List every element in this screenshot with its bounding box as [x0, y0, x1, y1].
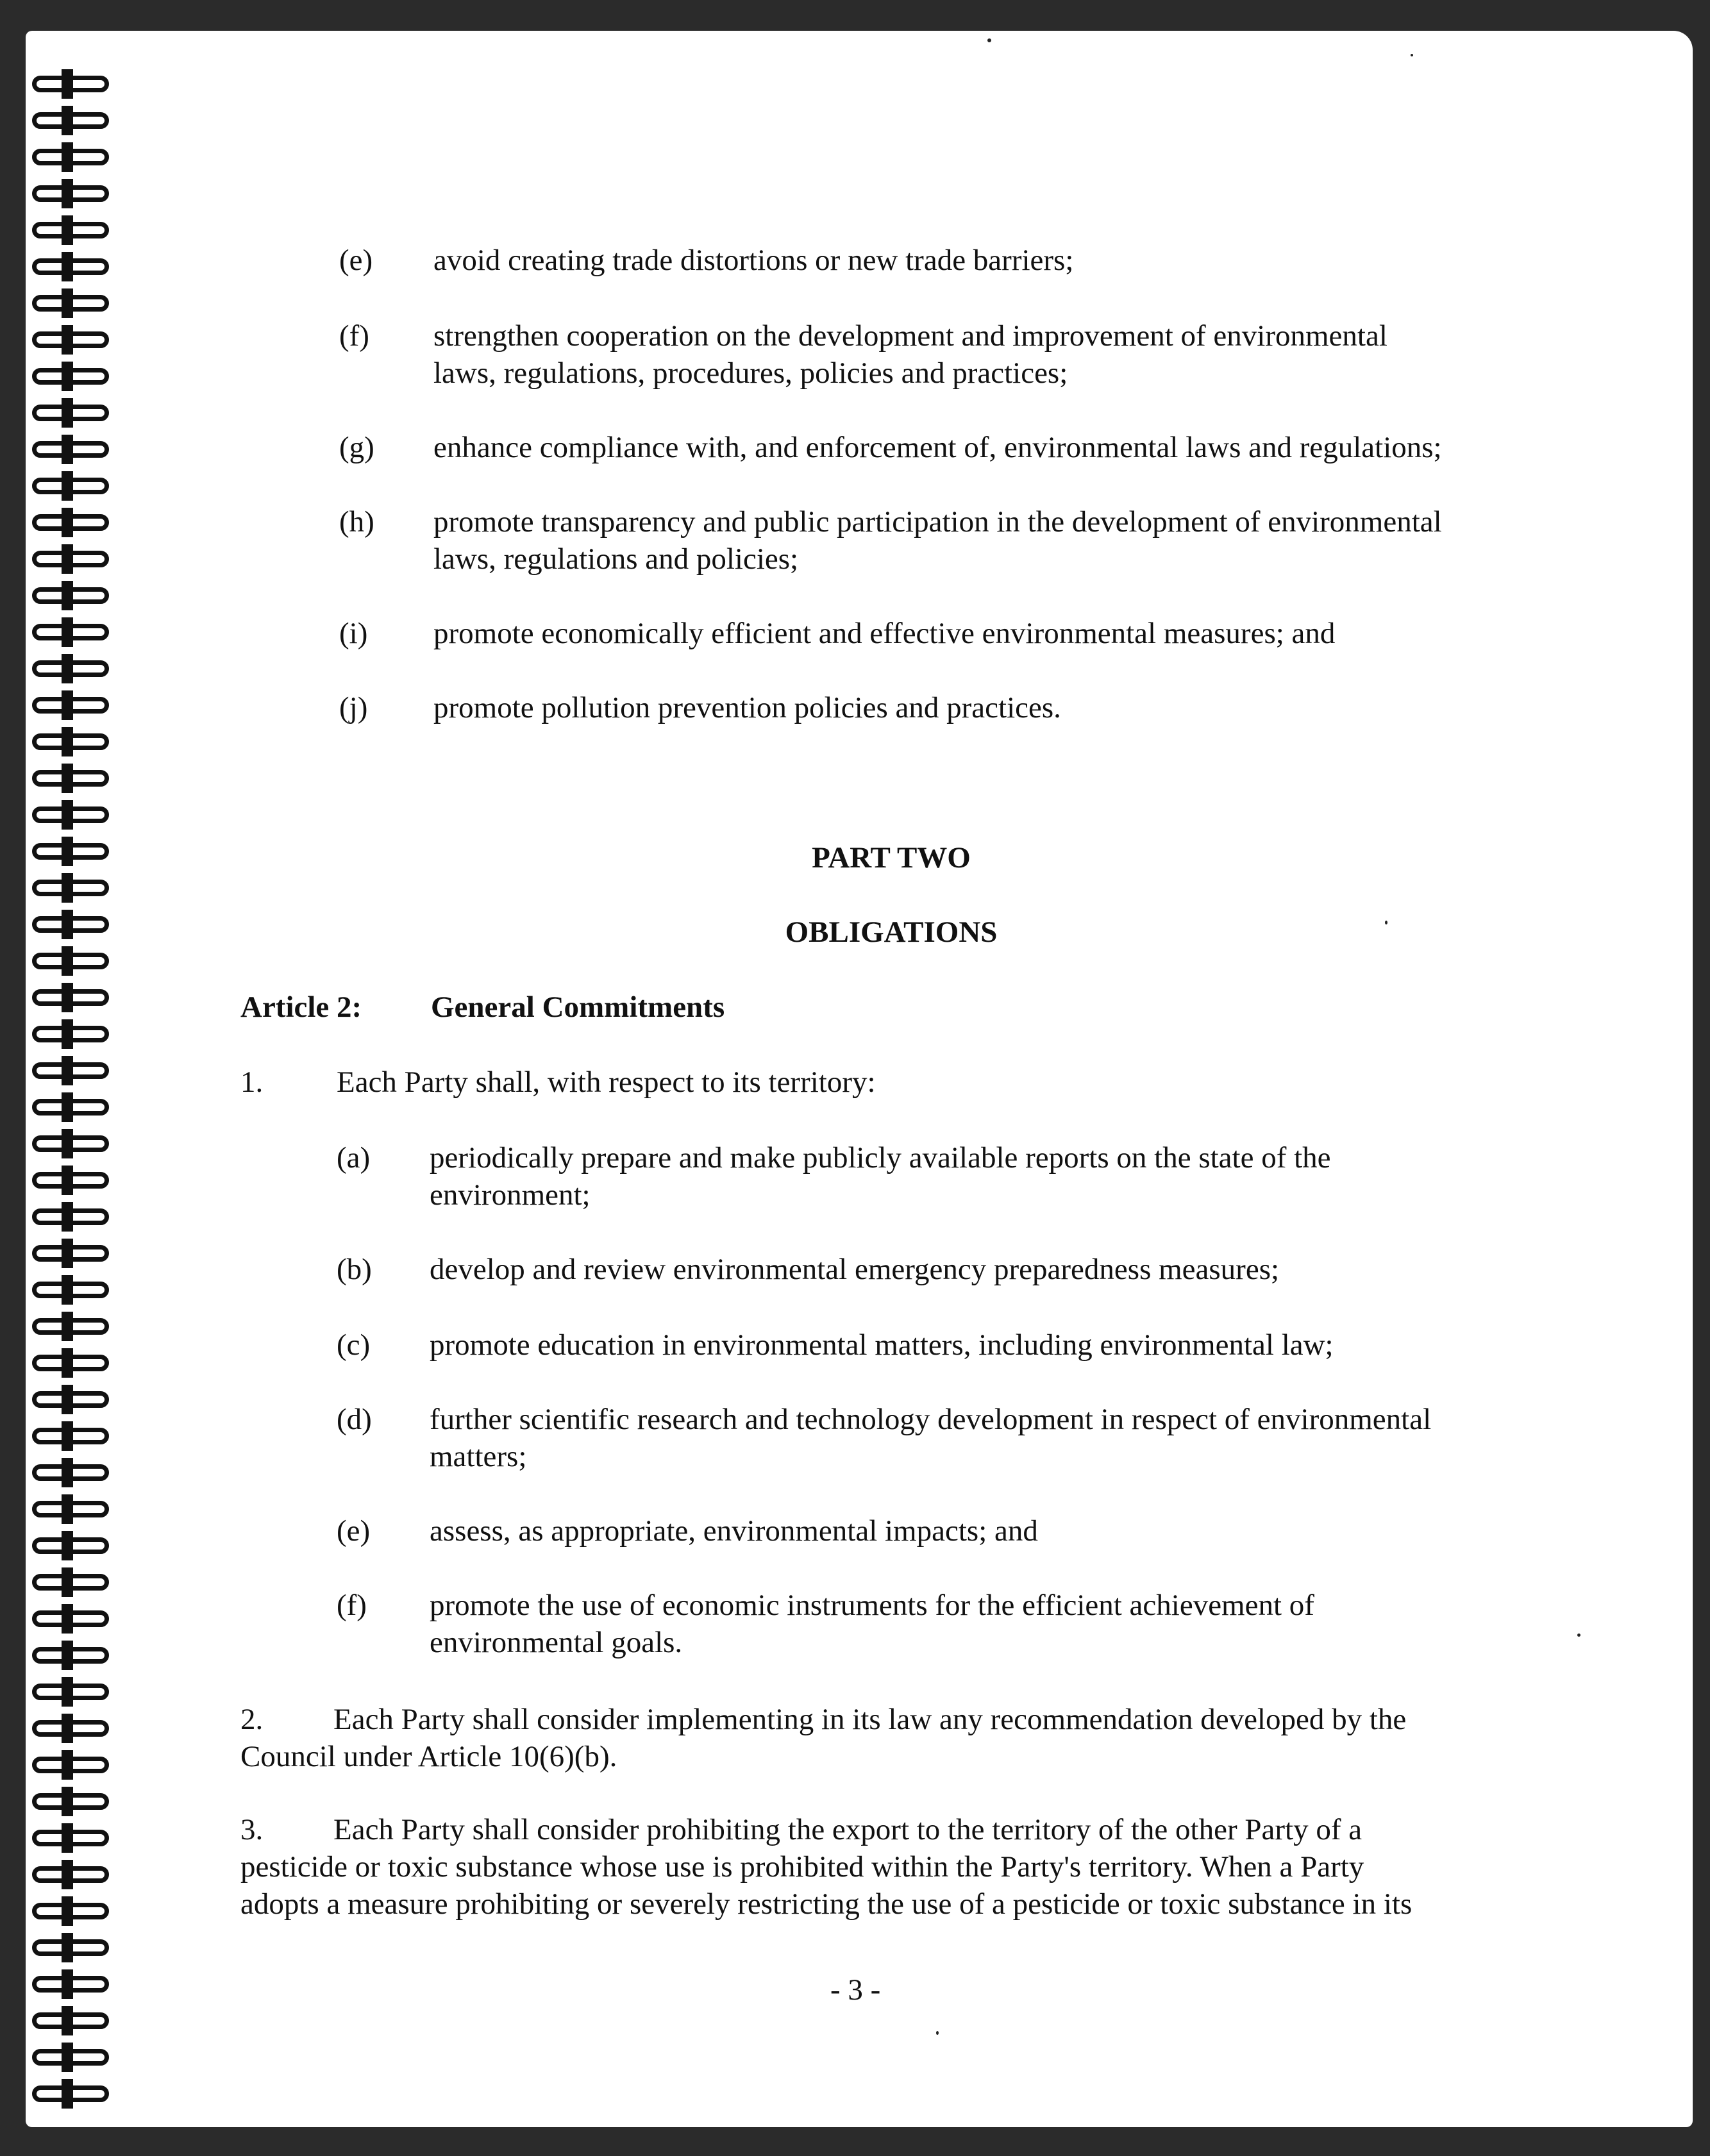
binding-loop [26, 910, 122, 939]
list-item-text: environmental goals. [430, 1626, 683, 1659]
binding-post [62, 2006, 73, 2035]
list-item-label: (e) [339, 244, 373, 277]
binding-post [62, 288, 73, 318]
article-number: Article 2: [240, 990, 362, 1024]
binding-loop [26, 106, 122, 135]
binding-post [62, 617, 73, 647]
binding-loop [26, 215, 122, 245]
binding-post [62, 764, 73, 793]
binding-post [62, 1787, 73, 1816]
binding-post [62, 1969, 73, 1999]
list-item-text: develop and review environmental emergency preparedness measures; [430, 1253, 1280, 1286]
binding-loop [26, 1969, 122, 1999]
binding-loop [26, 508, 122, 537]
list-item-label: (b) [337, 1253, 372, 1286]
binding-post [62, 1019, 73, 1049]
binding-post [62, 1348, 73, 1378]
binding-loop [26, 837, 122, 866]
binding-post [62, 1202, 73, 1232]
binding-loop [26, 1787, 122, 1816]
binding-post [62, 690, 73, 720]
binding-loop [26, 1531, 122, 1560]
spiral-binding [26, 69, 122, 2121]
part-heading: PART TWO [812, 841, 971, 874]
binding-loop [26, 1239, 122, 1268]
binding-loop [26, 1312, 122, 1341]
binding-loop [26, 398, 122, 428]
binding-post [62, 1896, 73, 1926]
list-item-label: (f) [339, 319, 369, 353]
binding-post [62, 1823, 73, 1853]
binding-loop [26, 946, 122, 976]
binding-loop [26, 1421, 122, 1451]
binding-post [62, 1458, 73, 1487]
binding-post [62, 1567, 73, 1597]
binding-post [62, 398, 73, 428]
list-item-text: periodically prepare and make publicly available reports on the state of the [430, 1141, 1331, 1174]
binding-post [62, 1531, 73, 1560]
list-item-label: (j) [339, 691, 368, 724]
binding-loop [26, 471, 122, 501]
binding-post [62, 1494, 73, 1524]
list-item-text: promote economically efficient and effective environmental measures; and [433, 617, 1336, 650]
list-item-label: (c) [337, 1328, 371, 1362]
binding-loop [26, 1604, 122, 1634]
binding-loop [26, 654, 122, 683]
list-item-label: (f) [337, 1589, 367, 1622]
binding-loop [26, 617, 122, 647]
binding-post [62, 1385, 73, 1414]
binding-loop [26, 1458, 122, 1487]
list-item-text: assess, as appropriate, environmental impacts; and [430, 1514, 1038, 1548]
binding-post [62, 179, 73, 208]
binding-loop [26, 873, 122, 903]
binding-loop [26, 179, 122, 208]
list-item-label: (i) [339, 617, 368, 650]
item-number: 1. [240, 1065, 264, 1099]
article-title: General Commitments [431, 990, 725, 1024]
binding-loop [26, 325, 122, 355]
binding-post [62, 325, 73, 355]
item-text: Council under Article 10(6)(b). [240, 1740, 617, 1773]
binding-post [62, 1312, 73, 1341]
binding-post [62, 1092, 73, 1122]
binding-post [62, 1604, 73, 1634]
binding-loop [26, 2006, 122, 2035]
list-item-text: promote the use of economic instruments for the efficient achievement of [430, 1589, 1314, 1622]
item-number: 3. [240, 1813, 264, 1846]
binding-post [62, 983, 73, 1012]
binding-loop [26, 800, 122, 830]
list-item-label: (g) [339, 431, 374, 464]
page-number: - 3 - [830, 1973, 881, 2007]
item-text: adopts a measure prohibiting or severely restricting the use of a pesticide or toxic substance in its [240, 1887, 1412, 1921]
binding-loop [26, 1202, 122, 1232]
list-item-text: enhance compliance with, and enforcement of, environmental laws and regulations; [433, 431, 1442, 464]
binding-loop [26, 1567, 122, 1597]
binding-post [62, 69, 73, 99]
binding-post [62, 1677, 73, 1707]
binding-loop [26, 1166, 122, 1195]
binding-loop [26, 1385, 122, 1414]
binding-loop [26, 1933, 122, 1962]
binding-loop [26, 1641, 122, 1670]
binding-loop [26, 690, 122, 720]
binding-post [62, 837, 73, 866]
binding-loop [26, 435, 122, 464]
section-heading: OBLIGATIONS [785, 915, 998, 949]
item-text: pesticide or toxic substance whose use is prohibited within the Party's territory. When a Party [240, 1850, 1364, 1884]
binding-post [62, 946, 73, 976]
item-number: 2. [240, 1703, 264, 1736]
binding-post [62, 910, 73, 939]
item-text: Each Party shall consider implementing in its law any recommendation developed by the [333, 1703, 1407, 1736]
list-item-text: matters; [430, 1440, 527, 1473]
binding-post [62, 1275, 73, 1305]
binding-loop [26, 252, 122, 281]
binding-loop [26, 1275, 122, 1305]
scan-speck [1385, 921, 1387, 924]
binding-loop [26, 1494, 122, 1524]
binding-loop [26, 142, 122, 172]
scan-speck [1577, 1634, 1580, 1637]
binding-post [62, 252, 73, 281]
binding-post [62, 800, 73, 830]
binding-post [62, 654, 73, 683]
list-item-text: further scientific research and technology development in respect of environmental [430, 1403, 1432, 1436]
binding-post [62, 581, 73, 610]
binding-loop [26, 288, 122, 318]
binding-post [62, 508, 73, 537]
binding-loop [26, 1677, 122, 1707]
binding-loop [26, 544, 122, 574]
list-item-text: promote education in environmental matters, including environmental law; [430, 1328, 1334, 1362]
list-item-text: environment; [430, 1178, 591, 1212]
scan-speck [1411, 54, 1413, 56]
list-item-label: (h) [339, 505, 374, 539]
binding-loop [26, 764, 122, 793]
list-item-label: (e) [337, 1514, 371, 1548]
list-item-label: (d) [337, 1403, 372, 1436]
binding-loop [26, 1056, 122, 1085]
binding-loop [26, 983, 122, 1012]
binding-post [62, 1933, 73, 1962]
list-item-text: avoid creating trade distortions or new trade barriers; [433, 244, 1074, 277]
binding-post [62, 106, 73, 135]
binding-loop [26, 1019, 122, 1049]
binding-loop [26, 1860, 122, 1889]
binding-post [62, 215, 73, 245]
list-item-text: laws, regulations, procedures, policies and practices; [433, 356, 1068, 390]
list-item-text: promote pollution prevention policies and practices. [433, 691, 1061, 724]
binding-post [62, 1166, 73, 1195]
binding-loop [26, 2079, 122, 2109]
binding-post [62, 1056, 73, 1085]
item-text: Each Party shall consider prohibiting the export to the territory of the other Party of a [333, 1813, 1362, 1846]
binding-post [62, 142, 73, 172]
binding-post [62, 727, 73, 756]
binding-post [62, 1239, 73, 1268]
binding-loop [26, 2043, 122, 2072]
binding-loop [26, 1714, 122, 1743]
binding-post [62, 544, 73, 574]
binding-loop [26, 69, 122, 99]
binding-loop [26, 1896, 122, 1926]
binding-post [62, 1714, 73, 1743]
binding-post [62, 2043, 73, 2072]
scan-speck [936, 2031, 939, 2035]
binding-loop [26, 727, 122, 756]
binding-post [62, 362, 73, 391]
binding-post [62, 1860, 73, 1889]
binding-loop [26, 1092, 122, 1122]
binding-post [62, 471, 73, 501]
binding-post [62, 1421, 73, 1451]
binding-loop [26, 581, 122, 610]
binding-loop [26, 1823, 122, 1853]
scan-speck [987, 38, 991, 42]
binding-post [62, 1750, 73, 1780]
binding-post [62, 435, 73, 464]
binding-loop [26, 1348, 122, 1378]
binding-post [62, 1641, 73, 1670]
list-item-label: (a) [337, 1141, 371, 1174]
list-item-text: laws, regulations and policies; [433, 542, 799, 576]
binding-post [62, 2079, 73, 2109]
binding-post [62, 1129, 73, 1158]
list-item-text: strengthen cooperation on the development and improvement of environmental [433, 319, 1387, 353]
list-item-text: promote transparency and public participation in the development of environmental [433, 505, 1442, 539]
item-text: Each Party shall, with respect to its territory: [337, 1065, 876, 1099]
binding-loop [26, 1750, 122, 1780]
binding-post [62, 873, 73, 903]
binding-loop [26, 362, 122, 391]
binding-loop [26, 1129, 122, 1158]
document-page [26, 31, 1693, 2127]
